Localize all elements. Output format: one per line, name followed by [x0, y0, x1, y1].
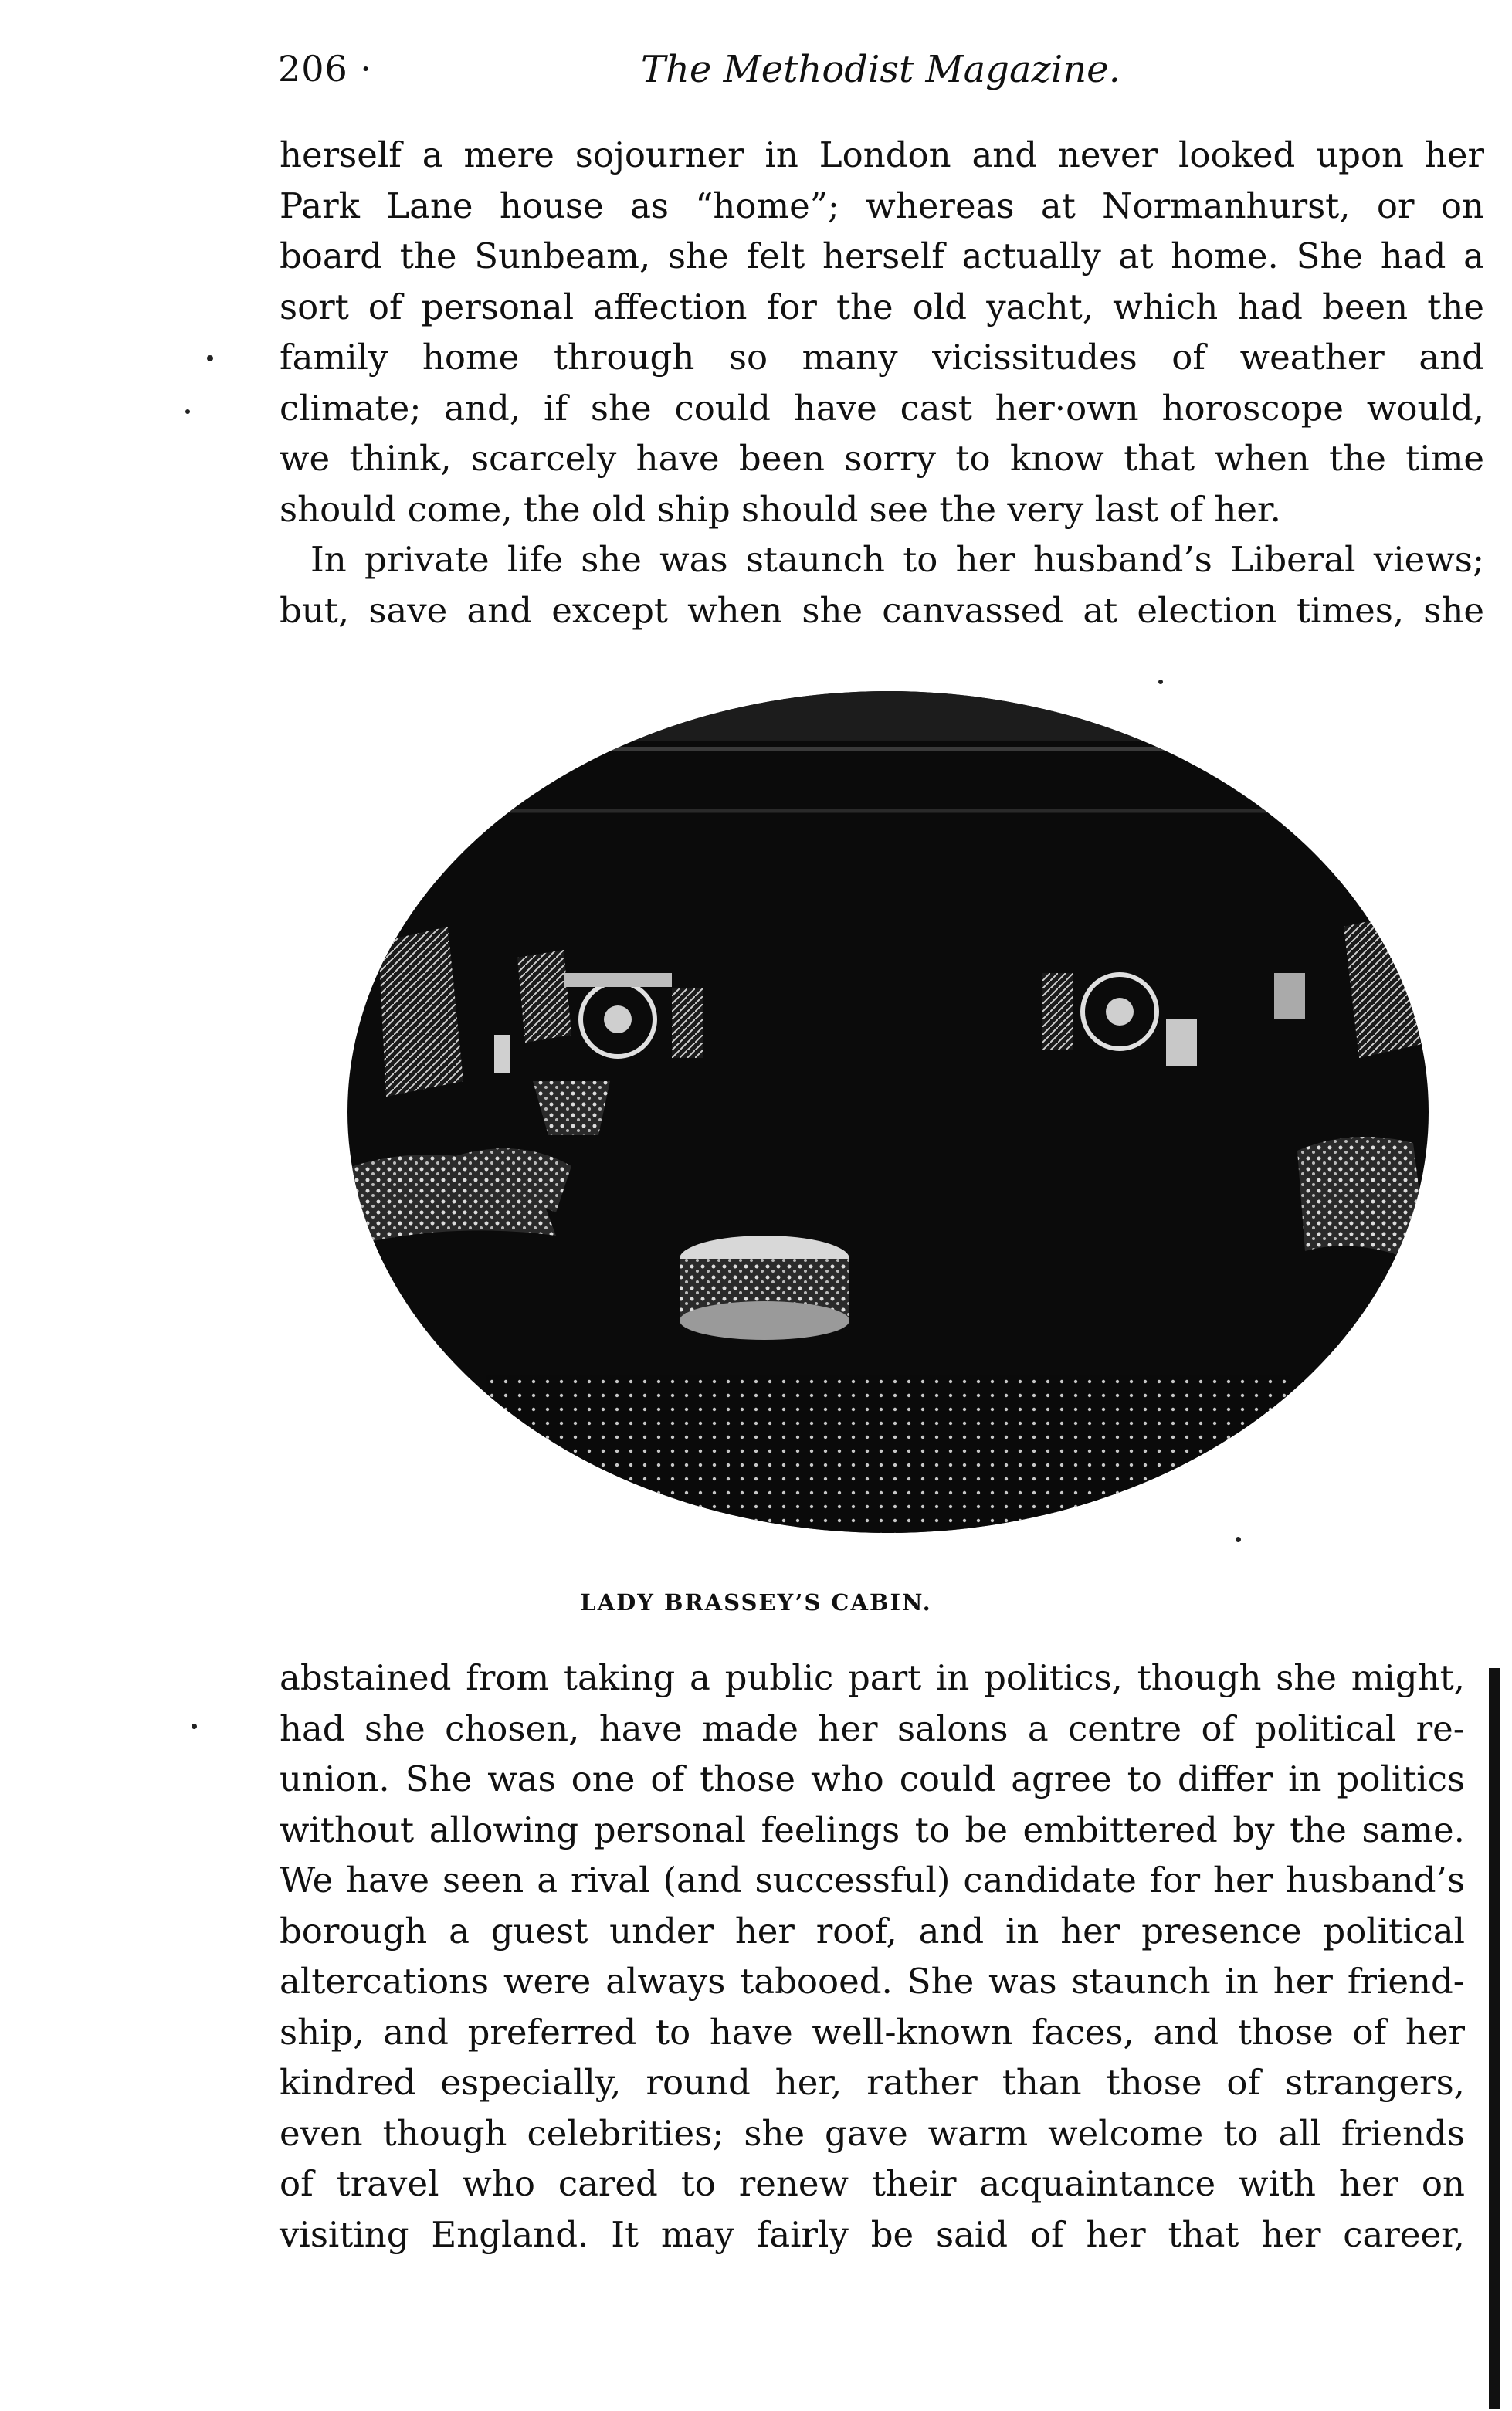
- ink-speck: [1158, 680, 1163, 684]
- text-line: climate; and, if she could have cast her·own horoscope would,: [280, 387, 1484, 429]
- running-title: The Methodist Magazine.: [641, 48, 1120, 91]
- text-line: kindred especially, round her, rather than those of strangers,: [280, 2062, 1465, 2103]
- text-block-upper: [280, 130, 1484, 636]
- text-line: had she chosen, have made her salons a centre of political re-: [280, 1707, 1465, 1749]
- text-line: visiting England. It may fairly be said of her that her career,: [280, 2213, 1465, 2255]
- text-line: abstained from taking a public part in politics, though she might,: [280, 1657, 1465, 1698]
- ink-speck: [1236, 1537, 1241, 1542]
- text-line: In private life she was staunch to her husband’s Liberal views;: [310, 539, 1484, 580]
- text-block-lower: [280, 1653, 1465, 2260]
- text-line: ship, and preferred to have well-known faces, and those of her: [280, 2011, 1465, 2053]
- binding-edge-shadow: [1489, 1668, 1500, 2409]
- cabin-illustration: [332, 680, 1444, 1591]
- text-line: herself a mere sojourner in London and never looked upon her: [280, 134, 1484, 175]
- text-line: borough a guest under her roof, and in her presence political: [280, 1910, 1465, 1952]
- text-line: without allowing personal feelings to be embittered by the same.: [280, 1809, 1465, 1850]
- right-sofa: [1297, 1137, 1429, 1267]
- text-line: but, save and except when she canvassed at election times, she: [280, 589, 1484, 631]
- text-line: even though celebrities; she gave warm welcome to all friends: [280, 2112, 1465, 2154]
- text-line: We have seen a rival (and successful) candidate for her husband’s: [280, 1860, 1465, 1901]
- ink-speck: [185, 409, 190, 414]
- text-line: board the Sunbeam, she felt herself actually at home. She had a: [280, 236, 1484, 276]
- carpet: [486, 1375, 1290, 1591]
- text-line: should come, the old ship should see the very last of her.: [280, 488, 1281, 530]
- text-line: union. She was one of those who could agree to differ in politics: [280, 1758, 1465, 1799]
- text-line: we think, scarcely have been sorry to know that when the time: [280, 438, 1484, 479]
- figure-caption: LADY BRASSEY’S CABIN.: [580, 1589, 932, 1616]
- text-line: Park Lane house as “home”; whereas at Normanhurst, or on: [280, 185, 1484, 226]
- ink-speck: [207, 355, 213, 361]
- text-line: of travel who cared to renew their acquaintance with her on: [280, 2163, 1465, 2204]
- page-number: 206 ·: [278, 48, 373, 90]
- ink-speck: [192, 1724, 197, 1729]
- text-line: sort of personal affection for the old yacht, which had been the: [280, 286, 1484, 327]
- text-line: altercations were always tabooed. She was staunch in her friend-: [280, 1961, 1465, 2002]
- page-header: [278, 48, 1243, 102]
- text-line: family home through so many vicissitudes of weather and: [280, 337, 1484, 378]
